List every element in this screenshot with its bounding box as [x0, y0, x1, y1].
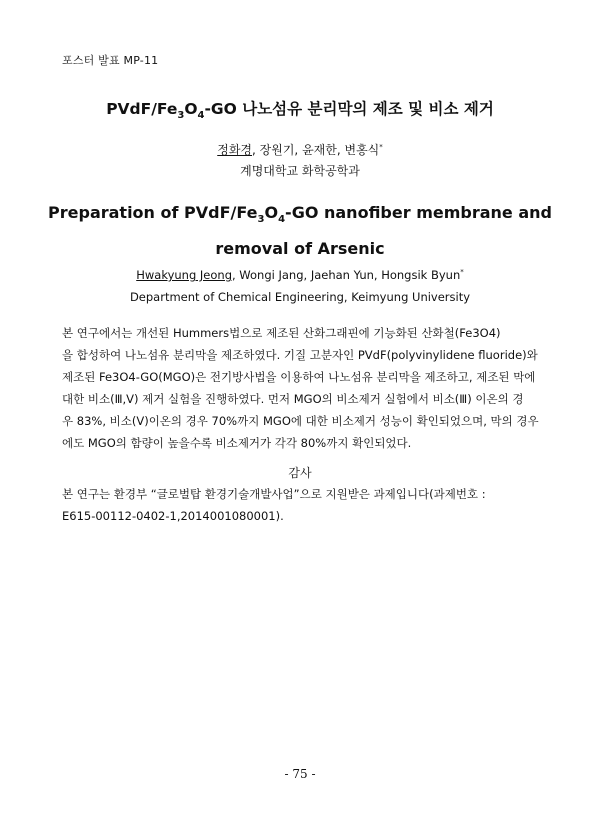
english-title-line2: removal of Arsenic	[215, 239, 385, 259]
english-coauthors: , Wongi Jang, Jaehan Yun, Hongsik Byun	[232, 268, 461, 282]
acknowledgement-line: 본 연구는 환경부 “글로벌탑 환경기술개발사업”으로 지원받은 과제입니다(과제번호 :	[62, 487, 486, 501]
page-number: - 75 -	[284, 767, 316, 781]
abstract-line: 을 합성하여 나노섬유 분리막을 제조하였다. 기질 고분자인 PVdF(polyvinylidene fluoride)와	[62, 348, 538, 362]
session-label: 포스터 발표 MP-11	[62, 54, 159, 67]
korean-title-mid: O	[184, 100, 198, 118]
abstract-line: 에도 MGO의 함량이 높을수록 비소제거가 각각 80%까지 확인되었다.	[62, 436, 412, 450]
english-title-pre: Preparation of PVdF/Fe	[48, 203, 258, 222]
acknowledgement-line: E615-00112-0402-1,2014001080001).	[62, 509, 284, 523]
korean-title-sub2: 4	[197, 110, 205, 122]
acknowledgement-body	[62, 483, 540, 527]
english-title-sub1: 3	[257, 214, 265, 226]
english-title-sub2: 4	[278, 214, 286, 226]
korean-coauthors: , 장원기, 윤재한, 변홍식	[252, 143, 380, 157]
english-presenter: Hwakyung Jeong	[136, 268, 232, 282]
abstract-line: 제조된 Fe3O4-GO(MGO)은 전기방사법을 이용하여 나노섬유 분리막을 제조하고, 제조된 막에	[62, 370, 536, 384]
korean-title	[0, 97, 600, 121]
korean-authors	[0, 141, 600, 158]
abstract-line: 우 83%, 비소(V)이온의 경우 70%까지 MGO에 대한 비소제거 성능이 확인되었으며, 막의 경우	[62, 414, 539, 428]
corresponding-mark: *	[379, 143, 383, 151]
english-authors	[0, 268, 600, 282]
korean-affiliation: 계명대학교 화학공학과	[240, 164, 360, 178]
korean-title-sub1: 3	[177, 110, 185, 122]
abstract-body	[62, 322, 540, 454]
korean-title-pre: PVdF/Fe	[106, 100, 178, 118]
acknowledgement-heading: 감사	[288, 466, 312, 480]
english-corresponding-mark: *	[460, 268, 464, 277]
english-title-post: -GO nanofiber membrane and	[285, 203, 552, 222]
abstract-line: 본 연구에서는 개선된 Hummers법으로 제조된 산화그래핀에 기능화된 산화철(Fe3O4)	[62, 326, 501, 340]
english-title	[0, 198, 600, 263]
abstract-line: 대한 비소(Ⅲ,V) 제거 실험을 진행하였다. 먼저 MGO의 비소제거 실험에서 비소(Ⅲ) 이온의 경	[62, 392, 524, 406]
korean-title-post: -GO 나노섬유 분리막의 제조 및 비소 제거	[204, 100, 494, 118]
english-title-line1	[0, 198, 600, 234]
english-affiliation: Department of Chemical Engineering, Keimyung University	[129, 290, 471, 304]
english-title-mid: O	[264, 203, 279, 222]
korean-presenter: 정화경	[217, 143, 253, 157]
